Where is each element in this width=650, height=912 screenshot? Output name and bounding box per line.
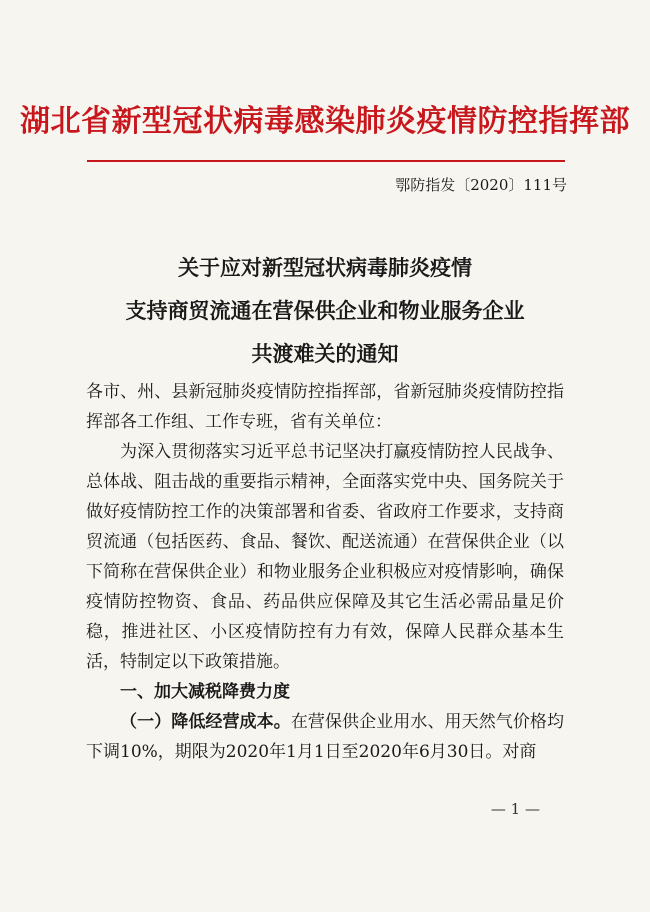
issuing-authority-title: 湖北省新型冠状病毒感染肺炎疫情防控指挥部 (20, 104, 630, 139)
item-1-paragraph (86, 707, 564, 767)
section-1-heading: 一、加大减税降费力度 (120, 682, 290, 702)
notice-title-line-3: 共渡难关的通知 (251, 341, 399, 366)
notice-title-line-1: 关于应对新型冠状病毒肺炎疫情 (178, 255, 472, 280)
recipients-paragraph: 各市、州、县新冠肺炎疫情防控指挥部，省新冠肺炎疫情防控指挥部各工作组、工作专班，省有关单位： (86, 382, 564, 432)
red-divider-line (87, 160, 565, 162)
intro-paragraph: 为深入贯彻落实习近平总书记坚决打赢疫情防控人民战争、总体战、阻击战的重要指示精神，全面落实党中央、国务院关于做好疫情防控工作的决策部署和省委、省政府工作要求，支持商贸流通（包括医药、食品、餐饮、配送流通）在营保供企业（以下简称在营保供企业）和物业服务企业积极应对疫情影响，确保疫情防控物资、食品、药品供应保障及其它生活必需品量足价稳，推进社区、小区疫情防控有力有效，保障人民群众基本生活，特制定以下政策措施。 (86, 442, 564, 672)
document-number: 鄂防指发〔2020〕111号 (395, 176, 567, 194)
item-1-text: 在营保供企业用水、用天然气价格均下调10%，期限为2020年1月1日至2020年6月30日。对商 (86, 712, 565, 762)
notice-title-line-2: 支持商贸流通在营保供企业和物业服务企业 (125, 298, 525, 323)
page-number: — 1 — (490, 800, 540, 818)
item-1-label: （一）降低经营成本。 (120, 712, 291, 732)
notice-body (86, 377, 564, 767)
notice-title (0, 246, 650, 375)
